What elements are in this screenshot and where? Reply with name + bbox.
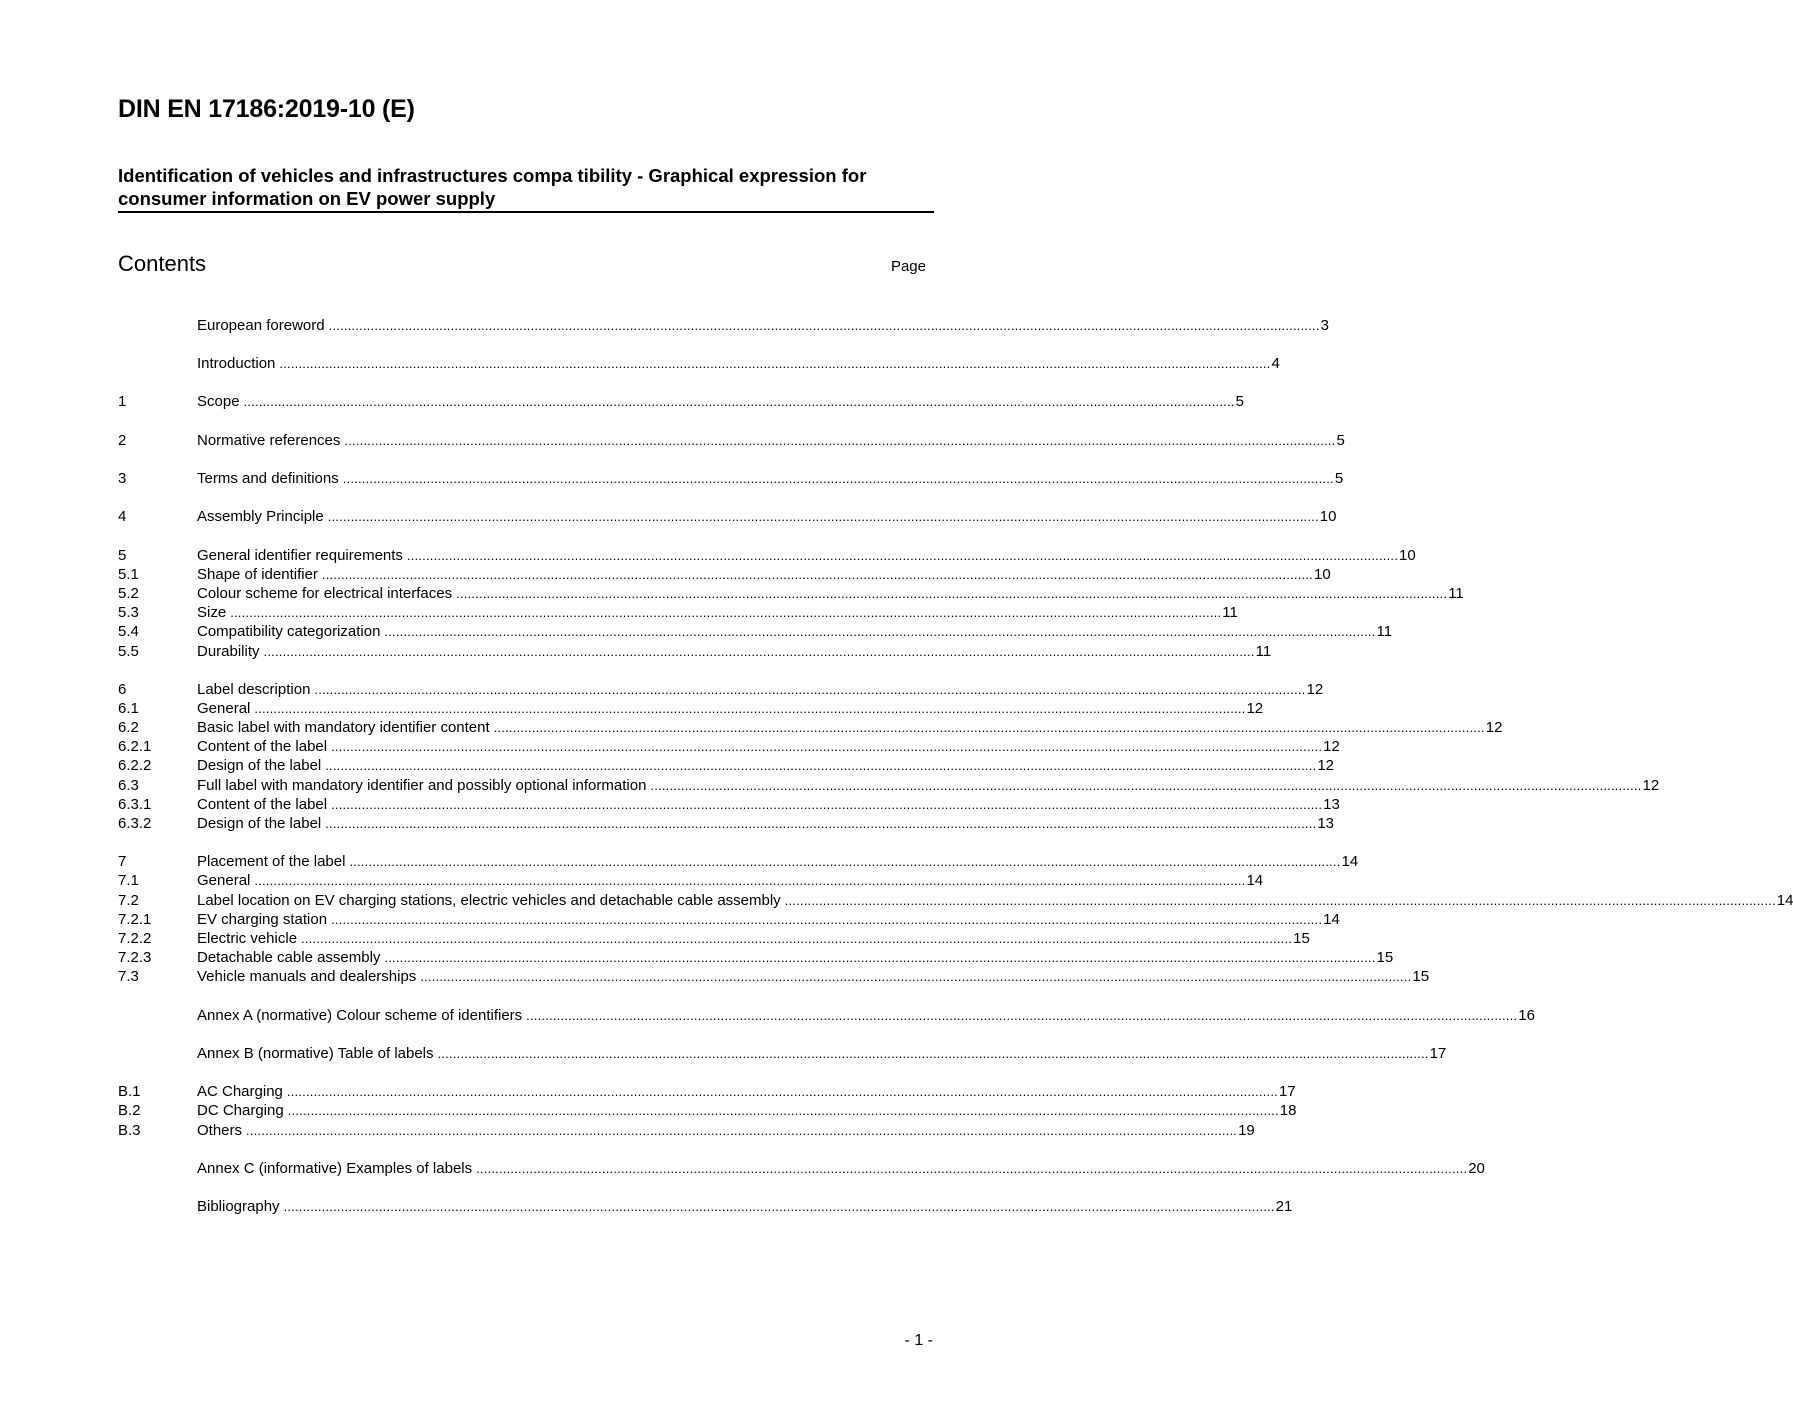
dot-leader: .................................................................................................................................................................................................................................................................... [246,1123,1238,1138]
toc-entry-title[interactable]: DC Charging [197,1102,284,1119]
toc-entry-title[interactable]: Design of the label [197,757,322,774]
toc-entry-page: 11 [1376,623,1393,640]
toc-entry-page: 13 [1323,796,1340,813]
dot-leader: .................................................................................................................................................................................................................................................................... [325,816,1317,831]
toc-entry-number: B.3 [118,1122,141,1139]
toc-entry-title[interactable]: Detachable cable assembly [197,949,381,966]
toc-entry-number: 6 [118,681,127,698]
dot-leader: .................................................................................................................................................................................................................................................................... [344,433,1336,448]
toc-entry-title[interactable]: Durability [197,643,260,660]
dot-leader: .................................................................................................................................................................................................................................................................... [254,873,1246,888]
footer-page-number: - 1 - [904,1332,933,1349]
dot-leader: .................................................................................................................................................................................................................................................................... [263,644,1255,659]
toc-entry-page: 10 [1399,547,1416,564]
dot-leader: .................................................................................................................................................................................................................................................................... [650,778,1642,793]
toc-entry-page: 14 [1246,872,1264,889]
toc-entry-page: 4 [1271,355,1280,372]
dot-leader: .................................................................................................................................................................................................................................................................... [301,931,1293,946]
dot-leader: .................................................................................................................................................................................................................................................................... [331,797,1323,812]
toc-entry-title[interactable]: Shape of identifier [197,566,318,583]
toc-entry[interactable] [118,507,1337,526]
toc-entry-page: 19 [1238,1122,1255,1139]
toc-entry-number: 7.2.1 [118,911,152,928]
toc-entry-title[interactable]: Colour scheme for electrical interfaces [197,585,453,602]
toc-entry-page: 15 [1293,930,1310,947]
toc-entry[interactable] [118,910,1340,929]
toc-entry[interactable] [118,929,1310,948]
toc-entry-number: 5.3 [118,604,139,621]
dot-leader: .................................................................................................................................................................................................................................................................... [283,1199,1275,1214]
dot-leader: .................................................................................................................................................................................................................................................................... [437,1046,1429,1061]
toc-entry-page: 14 [1776,892,1793,909]
toc-entry-number: B.1 [118,1083,141,1100]
toc-entry-title[interactable]: Content of the label [197,738,328,755]
toc-entry-number: 5 [118,547,127,564]
toc-entry-title[interactable]: Vehicle manuals and dealerships [197,968,417,985]
toc-entry-title[interactable]: Assembly Principle [197,508,324,525]
toc-entry-page: 5 [1235,393,1244,410]
dot-leader: .................................................................................................................................................................................................................................................................... [286,1084,1278,1099]
toc-entry[interactable] [118,392,1244,411]
toc-entry[interactable] [118,1006,1535,1025]
toc-entry-title[interactable]: Full label with mandatory identifier and possibly optional information [197,777,647,794]
dot-leader: .................................................................................................................................................................................................................................................................... [279,356,1271,371]
toc-entry-number: 6.2 [118,719,139,736]
toc-entry-title[interactable]: Size [197,604,227,621]
toc-entry-number: 5.1 [118,566,139,583]
dot-leader: .................................................................................................................................................................................................................................................................... [342,471,1334,486]
dot-leader: .................................................................................................................................................................................................................................................................... [456,586,1448,601]
toc-entry[interactable] [118,776,1660,795]
toc-entry-page: 15 [1412,968,1430,985]
dot-leader: .................................................................................................................................................................................................................................................................... [321,567,1313,582]
toc-entry-page: 3 [1320,317,1330,334]
toc-entry-title[interactable]: Placement of the label [197,853,346,870]
toc-entry-number: 5.5 [118,643,139,660]
toc-entry-number: B.2 [118,1102,141,1119]
toc-entry[interactable] [118,1159,1485,1178]
toc-entry-number: 6.2.2 [118,757,152,774]
toc-entry-number: 4 [118,508,127,525]
dot-leader: .................................................................................................................................................................................................................................................................... [384,950,1376,965]
toc-entry-page: 14 [1323,911,1340,928]
toc-entry-page: 11 [1222,604,1238,621]
toc-entry-title[interactable]: Bibliography [197,1198,280,1215]
toc-entry-title[interactable]: Design of the label [197,815,322,832]
toc-entry-title[interactable]: Annex C (informative) Examples of labels [197,1160,473,1177]
toc-entry[interactable] [118,469,1344,488]
toc-entry-title[interactable]: Scope [197,393,240,410]
toc-entry-title[interactable]: Introduction [197,355,276,372]
toc-entry-page: 20 [1468,1160,1485,1177]
toc-entry-number: 7.2.3 [118,949,152,966]
document-title: Identification of vehicles and infrastructures compa tibility - Graphical expression for consumer information on EV power supply [118,164,934,213]
dot-leader: .................................................................................................................................................................................................................................................................... [526,1008,1518,1023]
toc-entry-page: 17 [1429,1045,1447,1062]
toc-entry-number: 7.3 [118,968,139,985]
toc-entry[interactable] [118,891,1793,910]
toc-entry-number: 7.2.2 [118,930,152,947]
toc-entry-page: 12 [1246,700,1264,717]
dot-leader: .................................................................................................................................................................................................................................................................... [331,912,1323,927]
toc-entry-number: 6.3.1 [118,796,152,813]
toc-entry-title[interactable]: Label description [197,681,311,698]
toc-entry-title[interactable]: General [197,700,251,717]
toc-entry-number: 5.2 [118,585,139,602]
toc-entry-number: 6.2.1 [118,738,152,755]
dot-leader: .................................................................................................................................................................................................................................................................... [327,509,1319,524]
toc-entry[interactable] [118,699,1264,718]
toc-entry[interactable] [118,584,1464,603]
toc-entry[interactable] [118,316,1330,335]
toc-entry[interactable] [118,565,1331,584]
dot-leader: .................................................................................................................................................................................................................................................................... [784,893,1776,908]
toc-entry-number: 6.3.2 [118,815,152,832]
dot-leader: .................................................................................................................................................................................................................................................................... [406,548,1399,563]
toc-entry[interactable] [118,948,1394,967]
toc-entry-title[interactable]: Electric vehicle [197,930,298,947]
toc-entry-page: 12 [1485,719,1503,736]
toc-entry-number: 6.1 [118,700,139,717]
toc-entry[interactable] [118,1121,1255,1140]
toc-entry[interactable] [118,852,1359,871]
toc-entry[interactable] [118,680,1324,699]
dot-leader: .................................................................................................................................................................................................................................................................... [230,605,1222,620]
toc-entry-number: 1 [118,393,127,410]
toc-entry[interactable] [118,1101,1297,1120]
dot-leader: .................................................................................................................................................................................................................................................................... [493,720,1485,735]
contents-heading: Contents [118,251,207,276]
toc-entry-number: 2 [118,432,127,449]
toc-entry[interactable] [118,603,1238,622]
toc-entry-title[interactable]: European foreword [197,317,325,334]
toc-entry-title[interactable]: Annex A (normative) Colour scheme of identifiers [197,1007,523,1024]
toc-entry-page: 16 [1518,1007,1535,1024]
toc-entry-number: 7.1 [118,872,139,889]
toc-entry-title[interactable]: Label location on EV charging stations, electric vehicles and detachable cable assembly [197,892,781,909]
toc-entry-page: 15 [1376,949,1394,966]
dot-leader: .................................................................................................................................................................................................................................................................... [325,758,1317,773]
toc-entry-title[interactable]: General [197,872,251,889]
toc-entry-page: 13 [1317,815,1335,832]
page-column-label: Page [890,258,926,275]
toc-entry-title[interactable]: Annex B (normative) Table of labels [197,1045,434,1062]
dot-leader: .................................................................................................................................................................................................................................................................... [349,854,1341,869]
dot-leader: .................................................................................................................................................................................................................................................................... [328,318,1320,333]
toc-entry[interactable] [118,814,1335,833]
toc-entry[interactable] [118,871,1264,890]
dot-leader: .................................................................................................................................................................................................................................................................... [287,1103,1279,1118]
toc-entry-number: 7.2 [118,892,139,909]
dot-leader: .................................................................................................................................................................................................................................................................... [331,739,1323,754]
toc-entry-title[interactable]: EV charging station [197,911,328,928]
toc-entry[interactable] [118,756,1335,775]
toc-entry[interactable] [118,622,1393,641]
toc-entry[interactable] [118,642,1272,661]
dot-leader: .................................................................................................................................................................................................................................................................... [254,701,1246,716]
toc-entry-title[interactable]: Normative references [197,432,341,449]
toc-entry-page: 10 [1314,566,1331,583]
toc-entry-page: 21 [1275,1198,1293,1215]
toc-entry[interactable] [118,1044,1447,1063]
toc-entry-page: 18 [1279,1102,1297,1119]
toc-entry[interactable] [118,1197,1293,1216]
toc-entry-title[interactable]: AC Charging [197,1083,283,1100]
toc-entry-number: 5.4 [118,623,139,640]
toc-entry-title[interactable]: Compatibility categorization [197,623,381,640]
dot-leader: .................................................................................................................................................................................................................................................................... [243,394,1235,409]
toc-entry-page: 12 [1323,738,1340,755]
dot-leader: .................................................................................................................................................................................................................................................................... [314,682,1306,697]
toc-entry-page: 5 [1336,432,1345,449]
document-id: DIN EN 17186:2019-10 (E) [118,95,415,123]
toc-entry-title[interactable]: General identifier requirements [197,547,403,564]
toc-entry-page: 11 [1448,585,1464,602]
dot-leader: .................................................................................................................................................................................................................................................................... [476,1161,1468,1176]
toc-entry-number: 7 [118,853,127,870]
dot-leader: .................................................................................................................................................................................................................................................................... [384,624,1376,639]
toc-entry-page: 10 [1319,508,1337,525]
toc-entry[interactable] [118,354,1280,373]
toc-entry-page: 12 [1317,757,1335,774]
toc-entry-title[interactable]: Content of the label [197,796,328,813]
toc-entry-title[interactable]: Others [197,1122,243,1139]
toc-entry-number: 6.3 [118,777,139,794]
toc-entry[interactable] [118,737,1340,756]
toc-entry[interactable] [118,967,1430,986]
toc-entry-page: 11 [1255,643,1272,660]
toc-entry[interactable] [118,431,1345,450]
toc-entry-number: 3 [118,470,127,487]
dot-leader: .................................................................................................................................................................................................................................................................... [420,969,1412,984]
toc-entry[interactable] [118,546,1416,565]
toc-entry-page: 5 [1334,470,1344,487]
toc-entry-page: 12 [1306,681,1324,698]
toc-entry-title[interactable]: Basic label with mandatory identifier content [197,719,490,736]
toc-entry-page: 17 [1278,1083,1296,1100]
toc-entry[interactable] [118,1082,1296,1101]
toc-entry[interactable] [118,718,1503,737]
toc-entry-page: 12 [1642,777,1660,794]
toc-entry-page: 14 [1341,853,1359,870]
toc-entry-title[interactable]: Terms and definitions [197,470,339,487]
toc-entry[interactable] [118,795,1340,814]
